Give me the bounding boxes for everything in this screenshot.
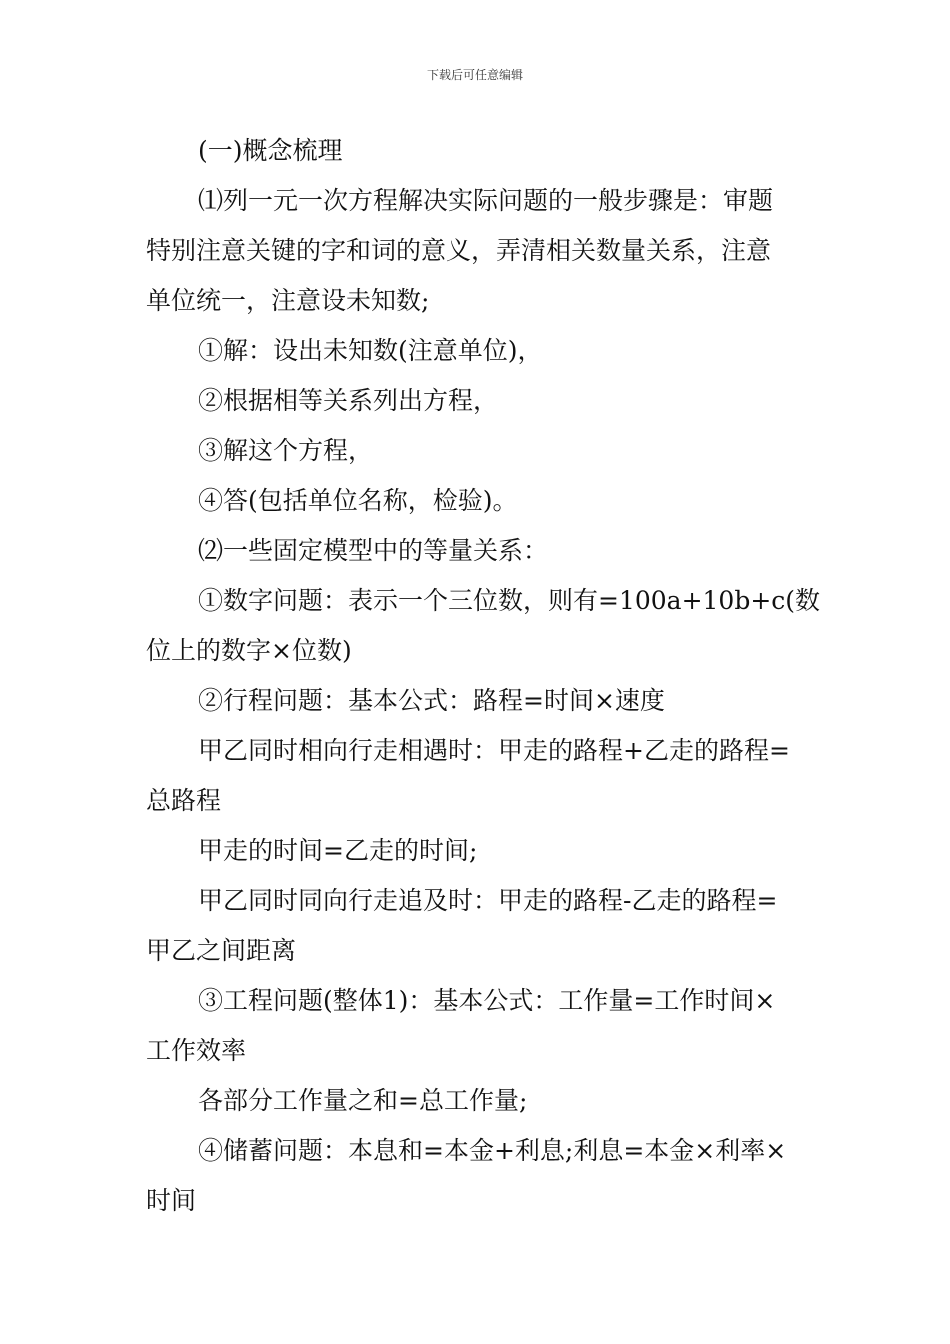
step-item: ②根据相等关系列出方程， [198,386,499,415]
paragraph-line: 工作效率 [146,1036,247,1065]
document-body [146,126,821,1226]
model-item: ①数字问题：表示一个三位数，则有=100a+10b+c(数 [198,586,821,615]
paragraph-line: 甲乙同时相向行走相遇时：甲走的路程+乙走的路程= [198,736,790,765]
step-item: ③解这个方程， [198,436,374,465]
paragraph-line: 位上的数字×位数) [146,636,352,665]
paragraph-line: 甲乙同时同向行走追及时：甲走的路程-乙走的路程= [198,886,778,915]
paragraph-line: 总路程 [146,786,222,815]
step-item: ①解：设出未知数(注意单位)， [198,336,543,365]
section-title: (一)概念梳理 [198,136,343,165]
paragraph-line: 特别注意关键的字和词的意义，弄清相关数量关系，注意 [146,236,772,265]
page-header-note: 下载后可任意编辑 [426,68,523,82]
paragraph-line: 甲走的时间=乙走的时间; [198,836,478,865]
model-item: ②行程问题：基本公式：路程=时间×速度 [198,686,665,715]
paragraph-line: ⑴列一元一次方程解决实际问题的一般步骤是：审题 [198,186,774,215]
paragraph-line: 单位统一，注意设未知数; [146,286,430,315]
paragraph-line: 时间 [146,1186,197,1215]
model-item: ④储蓄问题：本息和=本金+利息;利息=本金×利率× [198,1136,787,1165]
paragraph-line: 各部分工作量之和=总工作量; [198,1086,528,1115]
step-item: ④答(包括单位名称，检验)。 [198,486,518,515]
subsection-heading: ⑵一些固定模型中的等量关系： [198,536,549,565]
model-item: ③工程问题(整体1)：基本公式：工作量=工作时间× [198,986,776,1015]
paragraph-line: 甲乙之间距离 [146,936,297,965]
